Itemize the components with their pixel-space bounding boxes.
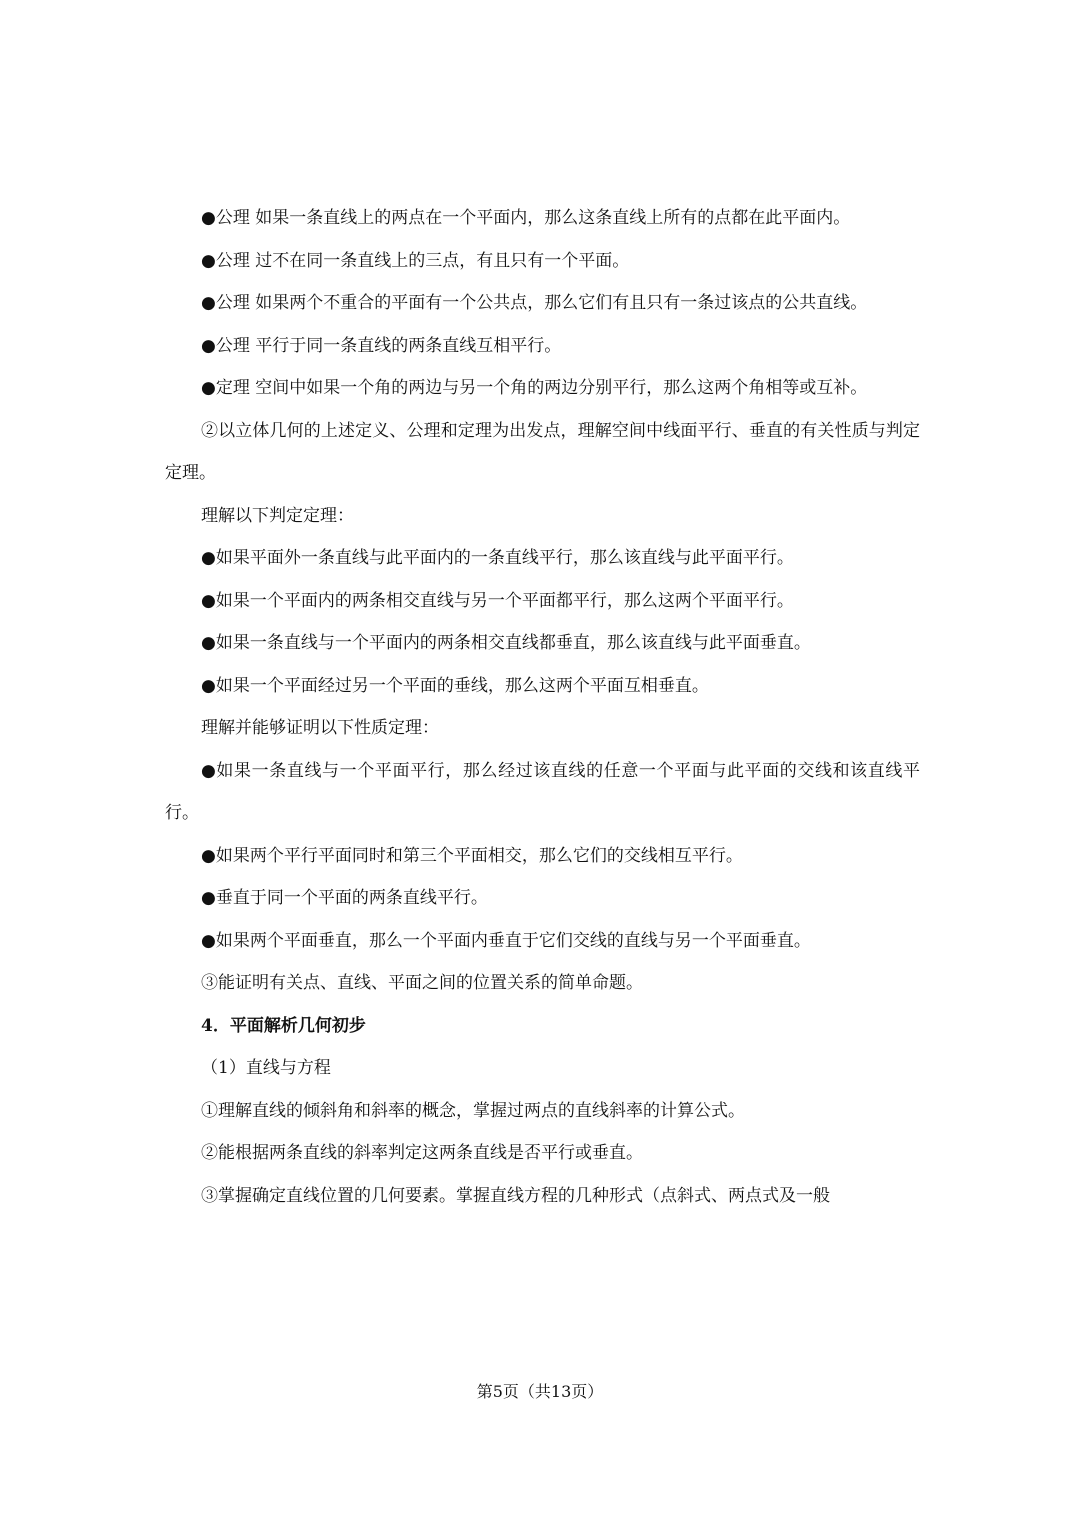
paragraph: ②以立体几何的上述定义、公理和定理为出发点，理解空间中线面平行、垂直的有关性质与判定定理。 <box>165 420 920 483</box>
paragraph: ③能证明有关点、直线、平面之间的位置关系的简单命题。 <box>201 973 643 993</box>
paragraph: ●公理 如果两个不重合的平面有一个公共点，那么它们有且只有一条过该点的公共直线。 <box>201 293 868 313</box>
paragraph: ●垂直于同一个平面的两条直线平行。 <box>201 888 488 908</box>
paragraph: ●公理 平行于同一条直线的两条直线互相平行。 <box>201 335 562 356</box>
paragraph: ①理解直线的倾斜角和斜率的概念，掌握过两点的直线斜率的计算公式。 <box>201 1100 745 1121</box>
section-heading: 4．平面解析几何初步 <box>201 1015 366 1036</box>
paragraph: ●公理 如果一条直线上的两点在一个平面内，那么这条直线上所有的点都在此平面内。 <box>201 208 851 228</box>
paragraph: ●定理 空间中如果一个角的两边与另一个角的两边分别平行，那么这两个角相等或互补。 <box>201 378 868 398</box>
paragraph: （1）直线与方程 <box>201 1058 331 1078</box>
paragraph: ●如果一条直线与一个平面内的两条相交直线都垂直，那么该直线与此平面垂直。 <box>201 633 811 653</box>
paragraph: 理解以下判定定理： <box>201 505 354 526</box>
paragraph: 理解并能够证明以下性质定理： <box>201 718 439 738</box>
paragraph: ●如果一条直线与一个平面平行，那么经过该直线的任意一个平面与此平面的交线和该直线平行。 <box>165 760 920 823</box>
paragraph: ●如果一个平面内的两条相交直线与另一个平面都平行，那么这两个平面平行。 <box>201 590 794 611</box>
paragraph: ●如果两个平行平面同时和第三个平面相交，那么它们的交线相互平行。 <box>201 845 743 866</box>
paragraph: ●公理 过不在同一条直线上的三点，有且只有一个平面。 <box>201 250 630 271</box>
paragraph: ②能根据两条直线的斜率判定这两条直线是否平行或垂直。 <box>201 1143 643 1163</box>
paragraph: ③掌握确定直线位置的几何要素。掌握直线方程的几种形式（点斜式、两点式及一般 <box>201 1185 830 1206</box>
paragraph: ●如果平面外一条直线与此平面内的一条直线平行，那么该直线与此平面平行。 <box>201 548 794 568</box>
paragraph: ●如果一个平面经过另一个平面的垂线，那么这两个平面互相垂直。 <box>201 675 709 696</box>
paragraph: ●如果两个平面垂直，那么一个平面内垂直于它们交线的直线与另一个平面垂直。 <box>201 930 811 951</box>
document-body <box>165 197 920 1217</box>
page-footer: 第5页（共13页） <box>476 1382 604 1401</box>
